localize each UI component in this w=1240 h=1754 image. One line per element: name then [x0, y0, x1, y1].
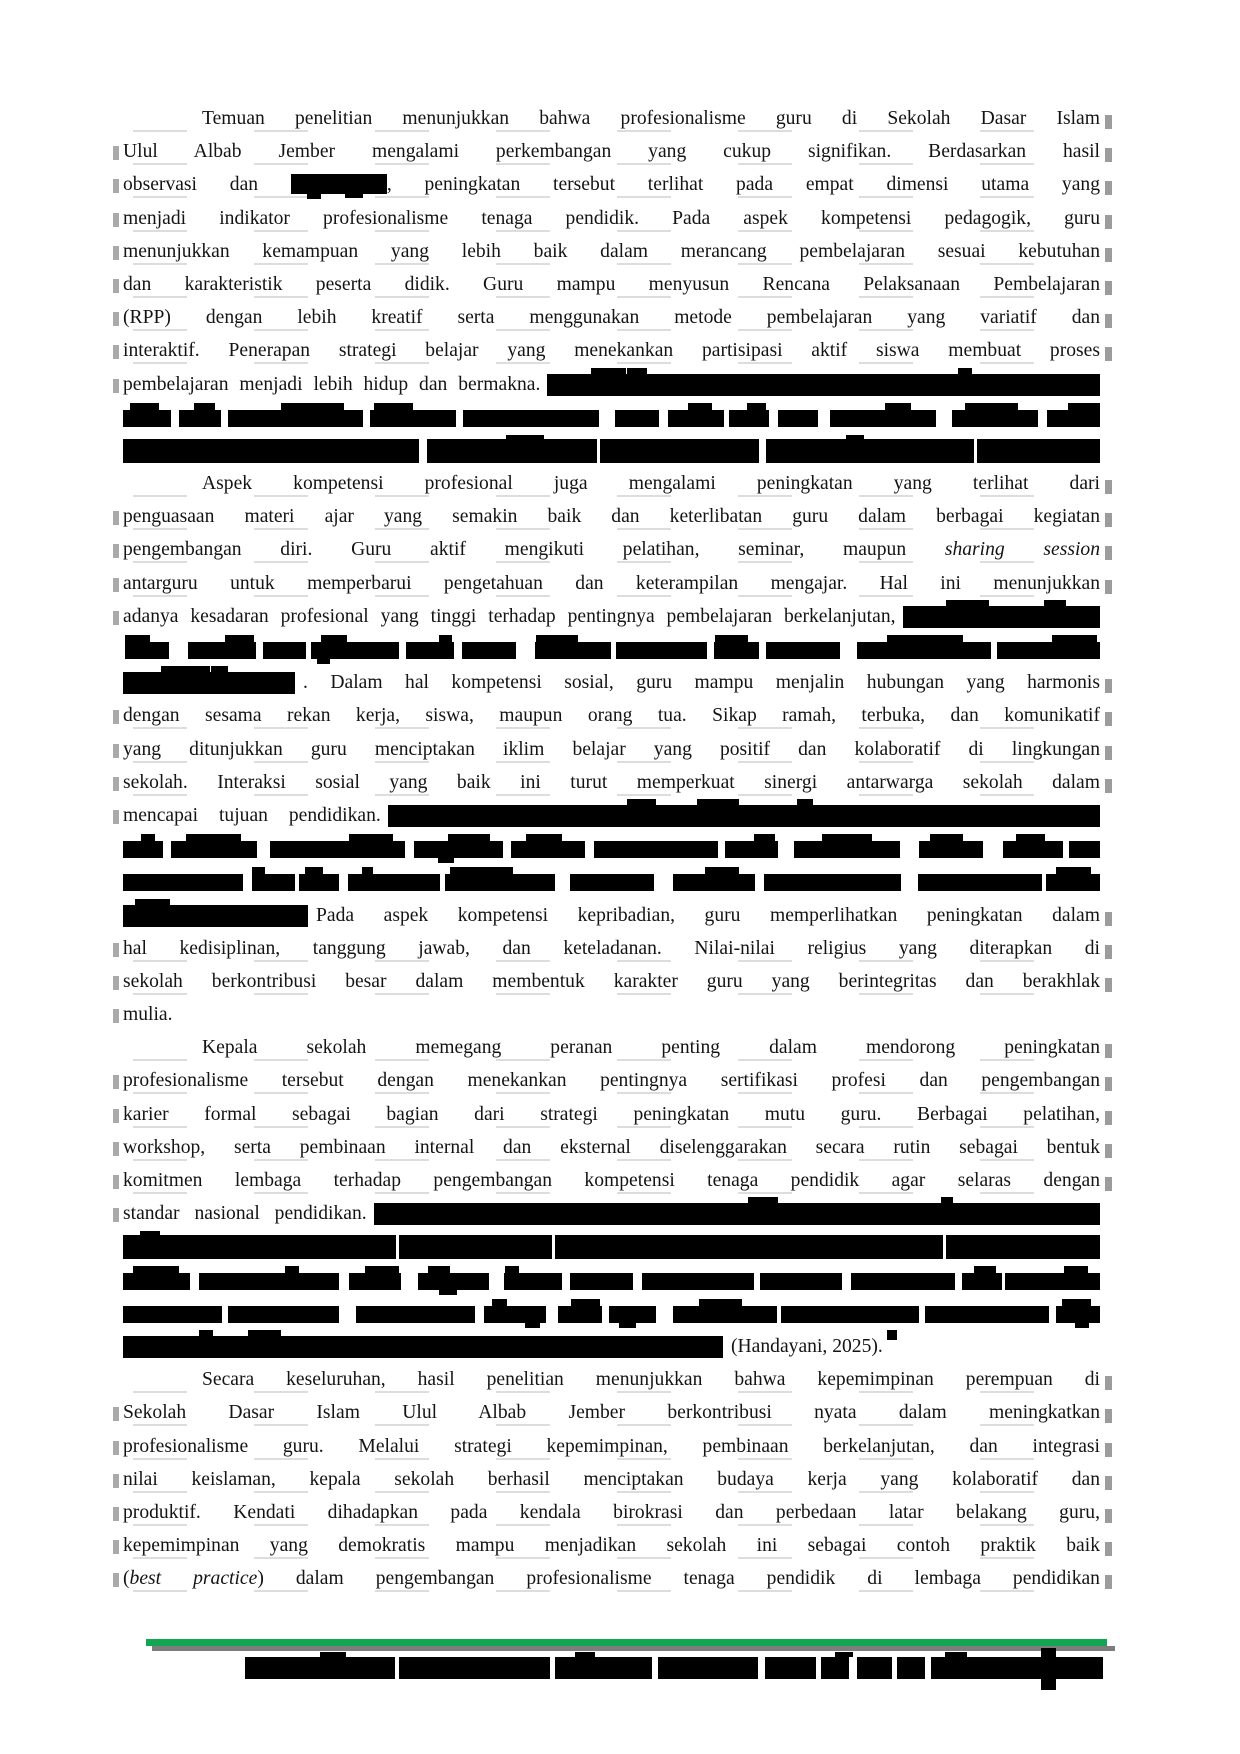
redaction-band [123, 865, 1100, 898]
footer-redaction-gap [758, 1657, 765, 1679]
redaction-bar [291, 174, 387, 194]
redaction-block [822, 834, 872, 842]
text-line [123, 1164, 1100, 1197]
text-line [123, 500, 1100, 533]
redaction-block [997, 642, 1100, 659]
redaction-block [857, 642, 991, 659]
redaction-bump [627, 368, 647, 374]
text-line [123, 965, 1100, 998]
redaction-band [123, 1264, 1100, 1297]
redaction-block [427, 439, 597, 463]
redaction-block [918, 874, 1042, 891]
text-line [123, 1131, 1100, 1164]
redaction-bar [388, 805, 1100, 827]
text-line [123, 168, 1100, 201]
text-segment: profesionalisme guru. Melalui strategi kepemimpinan, pembinaan berkelanjutan, dan integrasi [123, 1435, 1100, 1457]
redaction-block [133, 1266, 179, 1274]
text-line [123, 301, 1100, 334]
redaction-block [140, 1231, 160, 1236]
redaction-bump [748, 1197, 778, 1203]
redaction-block [688, 403, 712, 411]
text-line [123, 102, 1100, 135]
redaction-block [1003, 841, 1063, 858]
redaction-band [123, 1230, 1100, 1263]
italic-text-segment: sharing session [944, 539, 1100, 561]
redaction-block [123, 410, 171, 427]
redaction-block [962, 1273, 1001, 1290]
footer-redaction-gap [395, 1657, 399, 1679]
text-segment: , peningkatan tersebut terlihat pada empat dimensi utama yang [386, 174, 1100, 196]
footer-redaction-gap [849, 1657, 857, 1679]
redaction-block [252, 867, 264, 875]
footer-green-rule [146, 1639, 1107, 1646]
redaction-block [919, 841, 983, 858]
redaction-block [439, 635, 452, 643]
redaction-block [1056, 867, 1091, 875]
redaction-bump [150, 899, 170, 905]
redaction-block [673, 874, 756, 891]
footer-redaction-bump [575, 1652, 595, 1657]
text-segment: (RPP) dengan lebih kreatif serta menggunakan metode pembelajaran yang variatif dan [123, 307, 1100, 329]
text-segment: sekolah. Interaksi sosial yang baik ini turut memperkuat sinergi antarwarga sekolah dalam [123, 771, 1100, 793]
footer-redaction-gap [652, 1657, 658, 1679]
redaction-block [484, 1306, 547, 1323]
text-line [123, 1197, 1100, 1230]
text-segment: Secara keseluruhan, hasil penelitian menunjukkan bahwa kepemimpinan perempuan di [202, 1369, 1100, 1391]
redaction-block [188, 642, 256, 659]
text-line [123, 334, 1100, 367]
text-line [123, 268, 1100, 301]
redaction-block [609, 1306, 656, 1323]
redaction-block [536, 635, 578, 643]
redaction-block [462, 642, 516, 659]
text-line [123, 998, 1100, 1031]
redaction-block [952, 410, 1038, 427]
text-segment: dengan sesama rekan kerja, siswa, maupun orang tua. Sikap ramah, terbuka, dan komunikatif [123, 705, 1100, 727]
redaction-bump [248, 1330, 281, 1336]
redaction-block [123, 439, 419, 463]
redaction-bar [123, 1336, 723, 1358]
text-line [123, 1496, 1100, 1529]
redaction-block [492, 1299, 507, 1307]
text-segment: yang ditunjukkan guru menciptakan iklim belajar yang positif dan kolaboratif di lingkungan [123, 738, 1100, 760]
redaction-block [463, 410, 599, 427]
text-line [123, 135, 1100, 168]
redaction-block [615, 410, 659, 427]
text-segment: Pada aspek kompetensi kepribadian, guru memperlihatkan peningkatan dalam [316, 904, 1100, 926]
redaction-bump [627, 799, 657, 805]
redaction-block [570, 874, 654, 891]
redaction-block [766, 439, 975, 463]
redaction-block [299, 874, 340, 891]
redaction-block [505, 1266, 519, 1274]
redaction-block [1062, 1299, 1090, 1307]
redaction-block [725, 841, 778, 858]
text-line [123, 899, 1100, 932]
redaction-band [123, 401, 1100, 434]
redaction-block [225, 635, 254, 643]
text-segment: sekolah berkontribusi besar dalam membentuk karakter guru yang berintegritas dan berakhlak [123, 970, 1100, 992]
text-segment: menjadi indikator profesionalisme tenaga pendidik. Pada aspek kompetensi pedagogik, guru [123, 207, 1100, 229]
redaction-bump [1044, 600, 1066, 606]
text-segment: (Handayani, 2025). [731, 1335, 883, 1357]
text-line [123, 1330, 1100, 1363]
text-segment: ) dalam pengembangan profesionalisme tenaga pendidik di lembaga pendidikan [257, 1568, 1100, 1590]
redaction-block [406, 642, 454, 659]
redaction-block [965, 403, 1018, 411]
redaction-block [946, 1235, 1100, 1259]
redaction-block [887, 635, 963, 643]
redaction-block [356, 1306, 475, 1323]
redaction-block [925, 1306, 1050, 1323]
redaction-block [450, 867, 513, 875]
text-line [123, 1031, 1100, 1064]
text-segment: profesionalisme tersebut dengan menekankan pentingnya sertifikasi profesi dan pengembangan [123, 1070, 1100, 1092]
text-segment: mencapai tujuan pendidikan. [123, 804, 381, 826]
redaction-block [760, 1273, 842, 1290]
text-line [123, 1430, 1100, 1463]
redaction-bar [903, 606, 1100, 628]
redaction-block [1075, 1323, 1089, 1328]
redaction-bar [374, 1203, 1100, 1225]
text-line [123, 666, 1100, 699]
redaction-block [511, 841, 585, 858]
redaction-block [125, 642, 169, 659]
redaction-bump [591, 368, 626, 374]
redaction-band [123, 1297, 1100, 1330]
footer-redaction-bump [835, 1652, 853, 1657]
redaction-block [594, 841, 718, 858]
text-segment: karier formal sebagai bagian dari strategi peningkatan mutu guru. Berbagai pelatihan, [123, 1103, 1100, 1125]
redaction-block [705, 867, 740, 875]
footer-redaction-bar [245, 1657, 1103, 1679]
text-line [123, 1363, 1100, 1396]
redaction-band [123, 434, 1100, 467]
footer-redaction-bump [945, 1652, 967, 1657]
redaction-bump [797, 799, 813, 805]
redaction-block [348, 874, 440, 891]
text-segment: . Dalam hal kompetensi sosial, guru mampu menjalin hubungan yang harmonis [303, 672, 1100, 694]
text-segment: penguasaan materi ajar yang semakin baik dan keterlibatan guru dalam berbagai kegiatan [123, 506, 1100, 528]
redaction-bar [123, 672, 295, 694]
redaction-block [1046, 874, 1100, 891]
redaction-bump [946, 600, 976, 606]
redaction-block [448, 834, 490, 842]
footer-redaction-bump [320, 1652, 346, 1657]
redaction-block [766, 642, 840, 659]
redaction-block [1052, 635, 1097, 643]
document-body [123, 102, 1100, 1595]
footer-redaction-gap [892, 1657, 897, 1679]
redaction-block [846, 435, 864, 440]
text-segment: observasi dan [123, 174, 291, 196]
text-segment: adanya kesadaran profesional yang tinggi terhadap pentingnya pembelajaran berkelanjutan, [123, 605, 896, 627]
redaction-block [125, 635, 150, 643]
text-line [123, 567, 1100, 600]
redaction-bump [211, 666, 227, 672]
footer-gray-rule [152, 1646, 1115, 1651]
redaction-block [252, 874, 295, 891]
text-line [123, 932, 1100, 965]
text-line [123, 733, 1100, 766]
redaction-block [370, 410, 456, 427]
redaction-block [977, 439, 1100, 463]
redaction-bump [941, 1197, 953, 1203]
text-line [123, 766, 1100, 799]
text-segment: Kepala sekolah memegang peranan penting dalam mendorong peningkatan [202, 1037, 1100, 1059]
redaction-block [699, 1299, 742, 1307]
redaction-block [321, 635, 348, 643]
redaction-block [525, 1323, 540, 1328]
footer-redaction-gap [816, 1657, 821, 1679]
text-line [123, 235, 1100, 268]
text-line [123, 1064, 1100, 1097]
redaction-block [1047, 410, 1100, 427]
text-segment: Ulul Albab Jember mengalami perkembangan yang cukup signifikan. Berdasarkan hasil [123, 141, 1100, 163]
text-line [123, 1463, 1100, 1496]
text-line [123, 699, 1100, 732]
redaction-dot [887, 1330, 897, 1340]
redaction-block [930, 834, 963, 842]
redaction-bump [958, 368, 972, 374]
redaction-block [305, 867, 323, 875]
text-line [123, 202, 1100, 235]
text-segment: Sekolah Dasar Islam Ulul Albab Jember berkontribusi nyata dalam meningkatkan [123, 1402, 1100, 1424]
redaction-block [619, 1323, 636, 1328]
redaction-block [141, 834, 154, 842]
redaction-block [830, 410, 936, 427]
text-segment: kepemimpinan yang demokratis mampu menjadikan sekolah ini sebagai contoh praktik baik [123, 1535, 1100, 1557]
redaction-block [194, 403, 215, 411]
redaction-block [317, 659, 329, 664]
redaction-block [439, 1290, 457, 1295]
text-segment: mulia. [123, 1004, 173, 1026]
text-line [123, 799, 1100, 832]
redaction-block [281, 403, 345, 411]
text-line [123, 600, 1100, 633]
redaction-block [362, 867, 373, 875]
text-segment: nilai keislaman, kepala sekolah berhasil menciptakan budaya kerja yang kolaboratif dan [123, 1468, 1100, 1490]
redaction-block [186, 834, 242, 842]
redaction-block [642, 1273, 755, 1290]
text-segment: hal kedisiplinan, tanggung jawab, dan keteladanan. Nilai-nilai religius yang diterapkan di [123, 937, 1100, 959]
text-segment: antarguru untuk memperbarui pengetahuan dan keterampilan mengajar. Hal ini menunjukkan [123, 572, 1100, 594]
redaction-block [349, 834, 393, 842]
redaction-block [171, 841, 257, 858]
redaction-block [130, 403, 160, 411]
redaction-bar [547, 374, 1100, 396]
text-segment: menunjukkan kemampuan yang lebih baik dalam merancang pembelajaran sesuai kebutuhan [123, 240, 1100, 262]
text-segment: Temuan penelitian menunjukkan bahwa profesionalisme guru di Sekolah Dasar Islam [202, 108, 1100, 129]
redaction-block [1069, 841, 1100, 858]
redaction-band [123, 633, 1100, 666]
redaction-block [1005, 1273, 1100, 1290]
redaction-block [715, 635, 748, 643]
redaction-block [1016, 834, 1045, 842]
redaction-block [794, 841, 901, 858]
redaction-block [123, 1235, 396, 1259]
redaction-bump [172, 666, 210, 672]
text-line [123, 1396, 1100, 1429]
redaction-block [974, 1266, 997, 1274]
redaction-block [526, 834, 562, 842]
redaction-block [747, 403, 766, 411]
text-line [123, 1529, 1100, 1562]
text-segment: pengembangan diri. Guru aktif mengikuti pelatihan, seminar, maupun [123, 539, 945, 561]
redaction-block [571, 1299, 600, 1307]
redaction-block [179, 410, 221, 427]
italic-text-segment: best practice [129, 1568, 258, 1590]
redaction-block [349, 1273, 402, 1290]
redaction-block [263, 642, 306, 659]
redaction-block [228, 1306, 338, 1323]
redaction-block [781, 1306, 919, 1323]
text-line [123, 1562, 1100, 1595]
redaction-block [558, 1306, 602, 1323]
redaction-bump [697, 799, 739, 805]
redaction-block [673, 1306, 776, 1323]
text-line [123, 368, 1100, 401]
redaction-block [616, 642, 706, 659]
text-segment: dan karakteristik peserta didik. Guru mampu menyusun Rencana Pelaksanaan Pembelajaran [123, 273, 1100, 295]
redaction-band [123, 832, 1100, 865]
redaction-block [365, 1266, 399, 1274]
redaction-block [778, 410, 818, 427]
redaction-block [764, 874, 901, 891]
text-segment: Aspek kompetensi profesional juga mengalami peningkatan yang terlihat dari [202, 473, 1100, 495]
redaction-block [729, 410, 769, 427]
redaction-block [885, 403, 911, 411]
redaction-block [1064, 1266, 1088, 1274]
footer-redaction-gap [925, 1657, 931, 1679]
redaction-block [123, 1273, 190, 1290]
redaction-block [438, 858, 454, 863]
text-segment: ( [123, 1568, 130, 1590]
redaction-block [1068, 403, 1100, 411]
footer-redaction-gap [550, 1657, 555, 1679]
text-segment: interaktif. Penerapan strategi belajar yang menekankan partisipasi aktif siswa membuat proses [123, 340, 1100, 362]
redaction-bump [199, 1330, 213, 1336]
redaction-block [570, 1273, 633, 1290]
footer-redaction-descender [1041, 1648, 1056, 1690]
text-segment: standar nasional pendidikan. [123, 1203, 367, 1225]
redaction-block [428, 1266, 451, 1274]
redaction-block [418, 1273, 488, 1290]
redaction-block [668, 410, 724, 427]
redaction-bar [123, 905, 308, 927]
redaction-block [1056, 1306, 1100, 1323]
text-line [123, 467, 1100, 500]
text-segment: pembelajaran menjadi lebih hidup dan bermakna. [123, 373, 541, 395]
redaction-block [311, 642, 399, 659]
redaction-block [555, 1235, 943, 1259]
redaction-block [399, 1235, 551, 1259]
redaction-block [270, 841, 405, 858]
redaction-block [199, 1273, 340, 1290]
redaction-block [123, 841, 163, 858]
redaction-block [374, 403, 413, 411]
redaction-block [123, 874, 243, 891]
redaction-block [228, 410, 363, 427]
text-line [123, 533, 1100, 566]
redaction-block [123, 1306, 222, 1323]
redaction-block [714, 642, 759, 659]
redaction-block [506, 435, 544, 440]
text-segment: workshop, serta pembinaan internal dan eksternal diselenggarakan secara rutin sebagai bentuk [123, 1136, 1100, 1158]
redaction-block [285, 1266, 299, 1274]
redaction-block [754, 834, 775, 842]
text-line [123, 1098, 1100, 1131]
redaction-block [600, 439, 759, 463]
redaction-block [445, 874, 555, 891]
redaction-block [851, 1273, 955, 1290]
redaction-block [535, 642, 611, 659]
redaction-block [504, 1273, 562, 1290]
text-segment: komitmen lembaga terhadap pengembangan kompetensi tenaga pendidik agar selaras dengan [123, 1170, 1100, 1191]
redaction-block [414, 841, 503, 858]
text-segment: produktif. Kendati dihadapkan pada kendala birokrasi dan perbedaan latar belakang guru, [123, 1501, 1100, 1523]
